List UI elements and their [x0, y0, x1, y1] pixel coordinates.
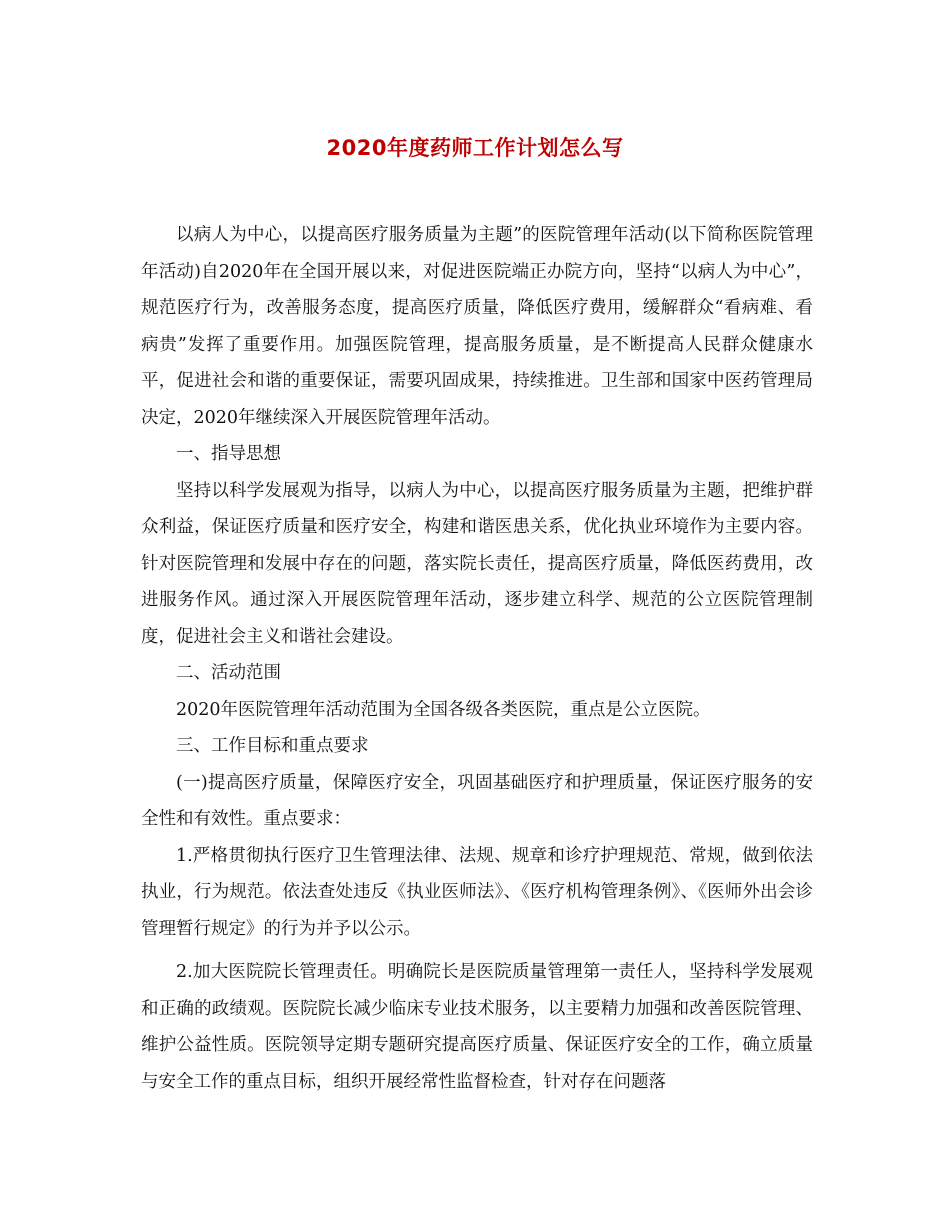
document-title: 2020年度药师工作计划怎么写 [326, 136, 624, 160]
heading-guiding-thought: 一、指导思想 [176, 444, 281, 464]
paragraph-requirement-2: 2.加大医院院长管理责任。明确院长是医院质量管理第一责任人，坚持科学发展观和正确的政绩观。医院院长减少临床专业技术服务，以主要精力加强和改善医院管理、维护公益性质。医院领导定期专题研究提高医疗质量、保证医疗安全的工作，确立质量与安全工作的重点目标，组织开展经常性监督检查，针对存在问题落 [141, 962, 813, 1092]
document-body [141, 217, 813, 1100]
heading-activity-scope: 二、活动范围 [176, 663, 281, 683]
paragraph-activity-scope: 2020年医院管理年活动范围为全国各级各类医院，重点是公立医院。 [176, 699, 711, 720]
paragraph-goal-1: (一)提高医疗质量，保障医疗安全，巩固基础医疗和护理质量，保证医疗服务的安全性和有效性。重点要求： [141, 772, 813, 829]
paragraph-guiding-thought: 坚持以科学发展观为指导，以病人为中心，以提高医疗服务质量为主题，把维护群众利益，保证医疗质量和医疗安全，构建和谐医患关系，优化执业环境作为主要内容。针对医院管理和发展中存在的问题，落实院长责任，提高医疗质量，降低医药费用，改进服务作风。通过深入开展医院管理年活动，逐步建立科学、规范的公立医院管理制度，促进社会主义和谐社会建设。 [141, 480, 813, 647]
paragraph-intro: 以病人为中心，以提高医疗服务质量为主题”的医院管理年活动(以下简称医院管理年活动)自2020年在全国开展以来，对促进医院端正办院方向，坚持“以病人为中心”，规范医疗行为，改善服务态度，提高医疗质量，降低医疗费用，缓解群众“看病难、看病贵”发挥了重要作用。加强医院管理，提高服务质量，是不断提高人民群众健康水平，促进社会和谐的重要保证，需要巩固成果，持续推进。卫生部和国家中医药管理局决定，2020年继续深入开展医院管理年活动。 [141, 225, 813, 428]
paragraph-requirement-1: 1.严格贯彻执行医疗卫生管理法律、法规、规章和诊疗护理规范、常规，做到依法执业，行为规范。依法查处违反《执业医师法》、《医疗机构管理条例》、《医师外出会诊管理暂行规定》的行为并予以公示。 [141, 845, 813, 939]
heading-goals-requirements: 三、工作目标和重点要求 [176, 736, 369, 756]
